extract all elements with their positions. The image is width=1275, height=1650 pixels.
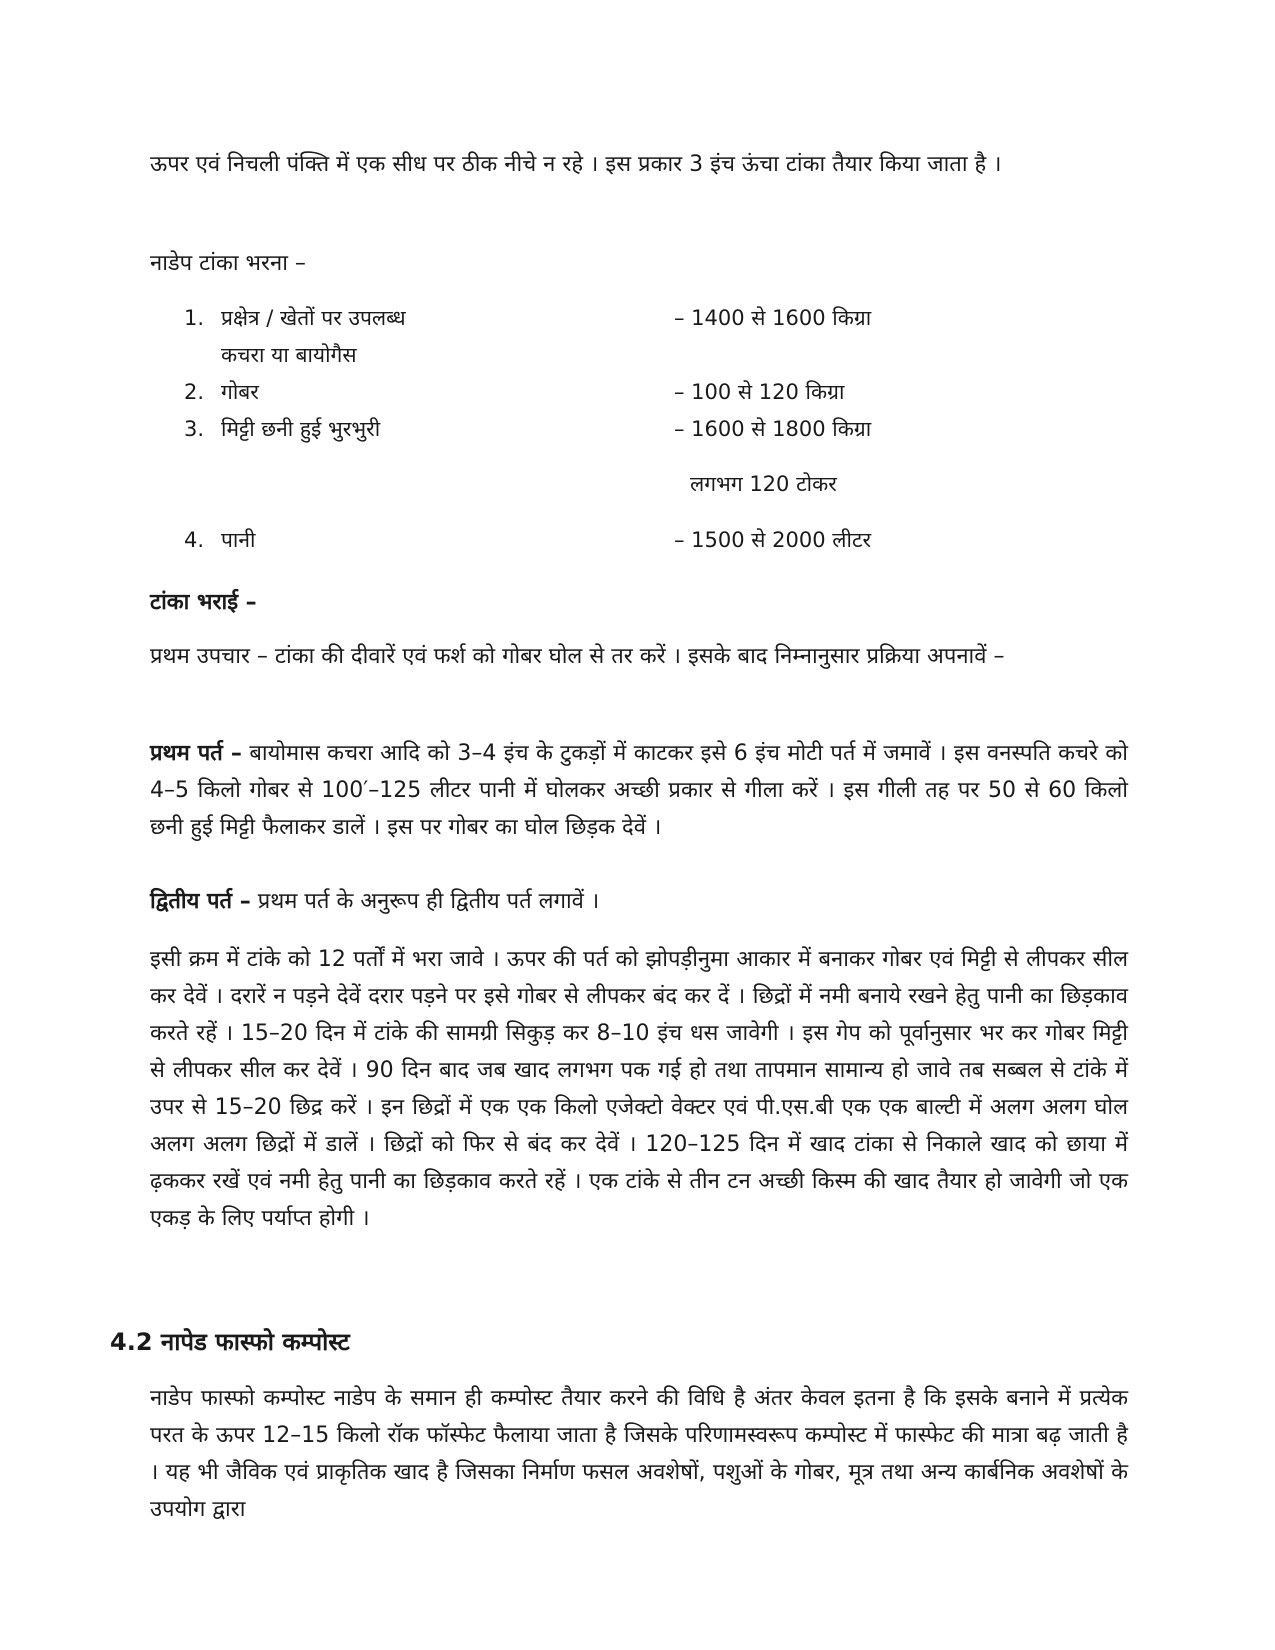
list-item-continuation xyxy=(184,337,944,374)
first-layer-label: प्रथम पर्त – xyxy=(150,741,242,766)
paragraph-phospho-compost: नाडेप फास्फो कम्पोस्ट नाडेप के समान ही कम्पोस्ट तैयार करने की विधि है अंतर केवल इतना है कि इसके बनाने में प्रत्येक परत के ऊपर 12–15 किलो रॉक फॉस्फेट फैलाया जाता है जिसके परिणामस्वरूप कम्पोस्ट में फास्फेट की मात्रा बढ़ जाती है । यह भी जैविक एवं प्राकृतिक खाद है जिसका निर्माण फसल अवशेषों, पशुओं के गोबर, मूत्र तथा अन्य कार्बनिक अवशेषों के उपयोग द्वारा xyxy=(150,1386,1128,1522)
second-layer-text: प्रथम पर्त के अनुरूप ही द्वितीय पर्त लगावें । xyxy=(250,889,600,914)
item-name-continued: कचरा या बायोगैस xyxy=(221,343,357,367)
item-quantity: – 1600 से 1800 किग्रा xyxy=(674,417,872,441)
item-number: 3. xyxy=(184,417,205,441)
list-item xyxy=(184,411,944,448)
item-quantity: – 100 से 120 किग्रा xyxy=(674,380,845,404)
item-name: पानी xyxy=(221,528,256,552)
heading-nadep-filling: नाडेप टांका भरना – xyxy=(150,251,306,276)
item-name: मिट्टी छनी हुई भुरभुरी xyxy=(221,417,381,441)
first-layer-text: बायोमास कचरा आदि को 3–4 इंच के टुकड़ों में काटकर इसे 6 इंच मोटी पर्त में जमावें । इस वनस्पति कचरे को 4–5 किलो गोबर से 100′–125 लीटर पानी में घोलकर अच्छी प्रकार से गीला करें । इस गीली तह पर 50 से 60 किलो छनी हुई मिट्टी फैलाकर डालें । इस पर गोबर का घोल छिड़क देवें । xyxy=(150,741,1128,840)
item-quantity: – 1400 से 1600 किग्रा xyxy=(674,306,872,330)
paragraph-first-treatment: प्रथम उपचार – टांका की दीवारें एवं फर्श को गोबर घोल से तर करें । इसके बाद निम्नानुसार प्रक्रिया अपनावें – xyxy=(150,644,1005,669)
list-item xyxy=(184,300,944,337)
item-number: 2. xyxy=(184,380,205,404)
paragraph-first-layer xyxy=(150,735,1128,846)
list-item xyxy=(184,522,944,559)
item-quantity: – 1500 से 2000 लीटर xyxy=(674,528,872,552)
heading-tanka-filling: टांका भराई – xyxy=(150,590,257,615)
item-name: प्रक्षेत्र / खेतों पर उपलब्ध xyxy=(221,306,406,330)
paragraph-intro: ऊपर एवं निचली पंक्ति में एक सीध पर ठीक नीचे न रहे । इस प्रकार 3 इंच ऊंचा टांका तैयार किया जाता है । xyxy=(150,152,1002,177)
section-heading: 4.2 नापेड फास्फो कम्पोस्ट xyxy=(110,1328,350,1356)
paragraph-second-layer xyxy=(150,883,599,920)
item-note: लगभग 120 टोकर xyxy=(690,472,837,496)
list-item xyxy=(184,374,944,411)
list-item-note xyxy=(184,466,944,503)
item-number: 1. xyxy=(184,306,205,330)
second-layer-label: द्वितीय पर्त – xyxy=(150,889,251,914)
item-name: गोबर xyxy=(221,380,259,404)
paragraph-process: इसी क्रम में टांके को 12 पर्तों में भरा जावे । ऊपर की पर्त को झोपड़ीनुमा आकार में बनाकर गोबर एवं मिट्टी से लीपकर सील कर देवें । दरारें न पड़ने देवें दरार पड़ने पर इसे गोबर से लीपकर बंद कर दें । छिद्रों में नमी बनाये रखने हेतु पानी का छिड़काव करते रहें । 15–20 दिन में टांके की सामग्री सिकुड़ कर 8–10 इंच धस जावेगी । इस गेप को पूर्वानुसार भर कर गोबर मिट्टी से लीपकर सील कर देवें । 90 दिन बाद जब खाद लगभग पक गई हो तथा तापमान सामान्य हो जावे तब सब्बल से टांके में उपर से 15–20 छिद्र करें । इन छिद्रों में एक एक किलो एजेक्टो वेक्टर एवं पी.एस.बी एक एक बाल्टी में अलग अलग घोल अलग अलग छिद्रों में डालें । छिद्रों को फिर से बंद कर देवें । 120–125 दिन में खाद टांका से निकाले खाद को छाया में ढ़ककर रखें एवं नमी हेतु पानी का छिड़काव करते रहें । एक टांके से तीन टन अच्छी किस्म की खाद तैयार हो जावेगी जो एक एकड़ के लिए पर्याप्त होगी । xyxy=(150,947,1128,1231)
item-number: 4. xyxy=(184,528,205,552)
